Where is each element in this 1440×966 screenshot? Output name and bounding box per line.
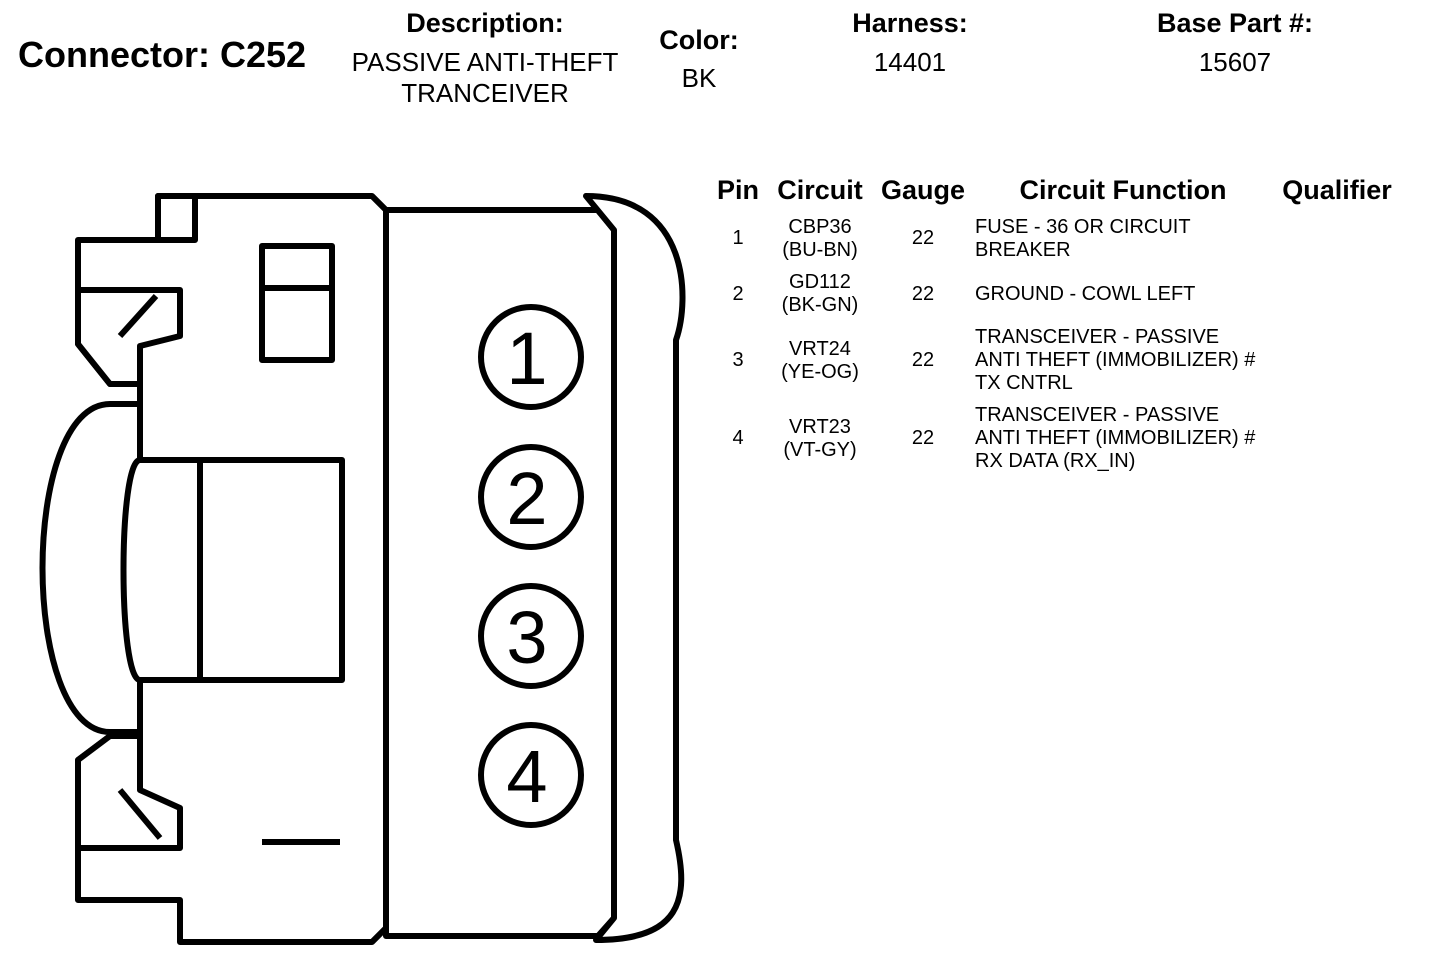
row-2-function-line-1: GROUND - COWL LEFT xyxy=(975,283,1196,305)
row-3-function-line-3: TX CNTRL xyxy=(975,372,1073,394)
row-1-function-line-1: FUSE - 36 OR CIRCUIT xyxy=(975,216,1191,238)
row-1-circuit xyxy=(760,216,880,262)
description-line-1: PASSIVE ANTI-THEFT xyxy=(351,47,619,77)
row-3-function-line-1: TRANSCEIVER - PASSIVE xyxy=(975,326,1220,348)
col-header-gauge: Gauge xyxy=(880,175,966,205)
latch-slot xyxy=(124,460,343,680)
pin-2-label: 2 xyxy=(506,457,548,540)
connector-label: Connector: xyxy=(18,34,210,75)
row-4-circuit xyxy=(760,416,880,462)
base-part-label: Base Part #: xyxy=(1156,8,1314,38)
row-1-function xyxy=(975,216,1191,262)
row-2-circuit-color: (BK-GN) xyxy=(781,294,859,316)
row-4-pin: 4 xyxy=(732,427,744,449)
harness-value: 14401 xyxy=(873,47,947,77)
row-4-function-line-2: ANTI THEFT (IMMOBILIZER) # xyxy=(975,427,1256,449)
pin-4-label: 4 xyxy=(506,735,548,818)
row-1-circuit-id: CBP36 xyxy=(788,216,852,238)
row-4-circuit-id: VRT23 xyxy=(789,416,851,438)
row-1-pin: 1 xyxy=(732,227,744,249)
row-4-function-line-1: TRANSCEIVER - PASSIVE xyxy=(975,404,1220,426)
row-3-function-line-2: ANTI THEFT (IMMOBILIZER) # xyxy=(975,349,1256,371)
pin-3-label: 3 xyxy=(506,596,548,679)
row-3-function xyxy=(975,326,1255,395)
col-header-pin: Pin xyxy=(716,175,759,205)
row-3-circuit xyxy=(760,338,880,384)
row-2-pin: 2 xyxy=(732,283,744,305)
row-1-circuit-color: (BU-BN) xyxy=(782,239,858,261)
row-4-function-line-3: RX DATA (RX_IN) xyxy=(975,450,1136,472)
row-1-gauge: 22 xyxy=(911,227,935,249)
row-1-function-line-2: BREAKER xyxy=(975,239,1071,261)
col-header-circuit: Circuit xyxy=(777,175,863,205)
row-4-function xyxy=(975,404,1255,473)
row-3-circuit-color: (YE-OG) xyxy=(781,361,859,383)
row-4-gauge: 22 xyxy=(911,427,935,449)
row-4-circuit-color: (VT-GY) xyxy=(783,439,857,461)
latch-window xyxy=(262,246,332,360)
row-3-circuit-id: VRT24 xyxy=(789,338,851,360)
harness-label: Harness: xyxy=(852,8,968,38)
pin-1-label: 1 xyxy=(506,317,548,400)
description-line-2: TRANCEIVER xyxy=(401,78,569,108)
col-header-circuit-function: Circuit Function xyxy=(1019,175,1227,205)
connector-diagram xyxy=(0,0,700,966)
connector-id: C252 xyxy=(220,34,307,75)
color-value: BK xyxy=(681,63,717,93)
row-3-pin: 3 xyxy=(732,349,744,371)
row-2-circuit-id: GD112 xyxy=(789,271,851,293)
description-label: Description: xyxy=(406,8,564,38)
base-part-value: 15607 xyxy=(1198,47,1272,77)
housing-top-tab xyxy=(158,196,195,240)
row-2-function xyxy=(975,283,1195,306)
row-3-gauge: 22 xyxy=(911,349,935,371)
color-label: Color: xyxy=(659,25,739,55)
row-2-circuit xyxy=(760,271,880,317)
row-2-gauge: 22 xyxy=(911,283,935,305)
col-header-qualifier: Qualifier xyxy=(1282,175,1392,205)
